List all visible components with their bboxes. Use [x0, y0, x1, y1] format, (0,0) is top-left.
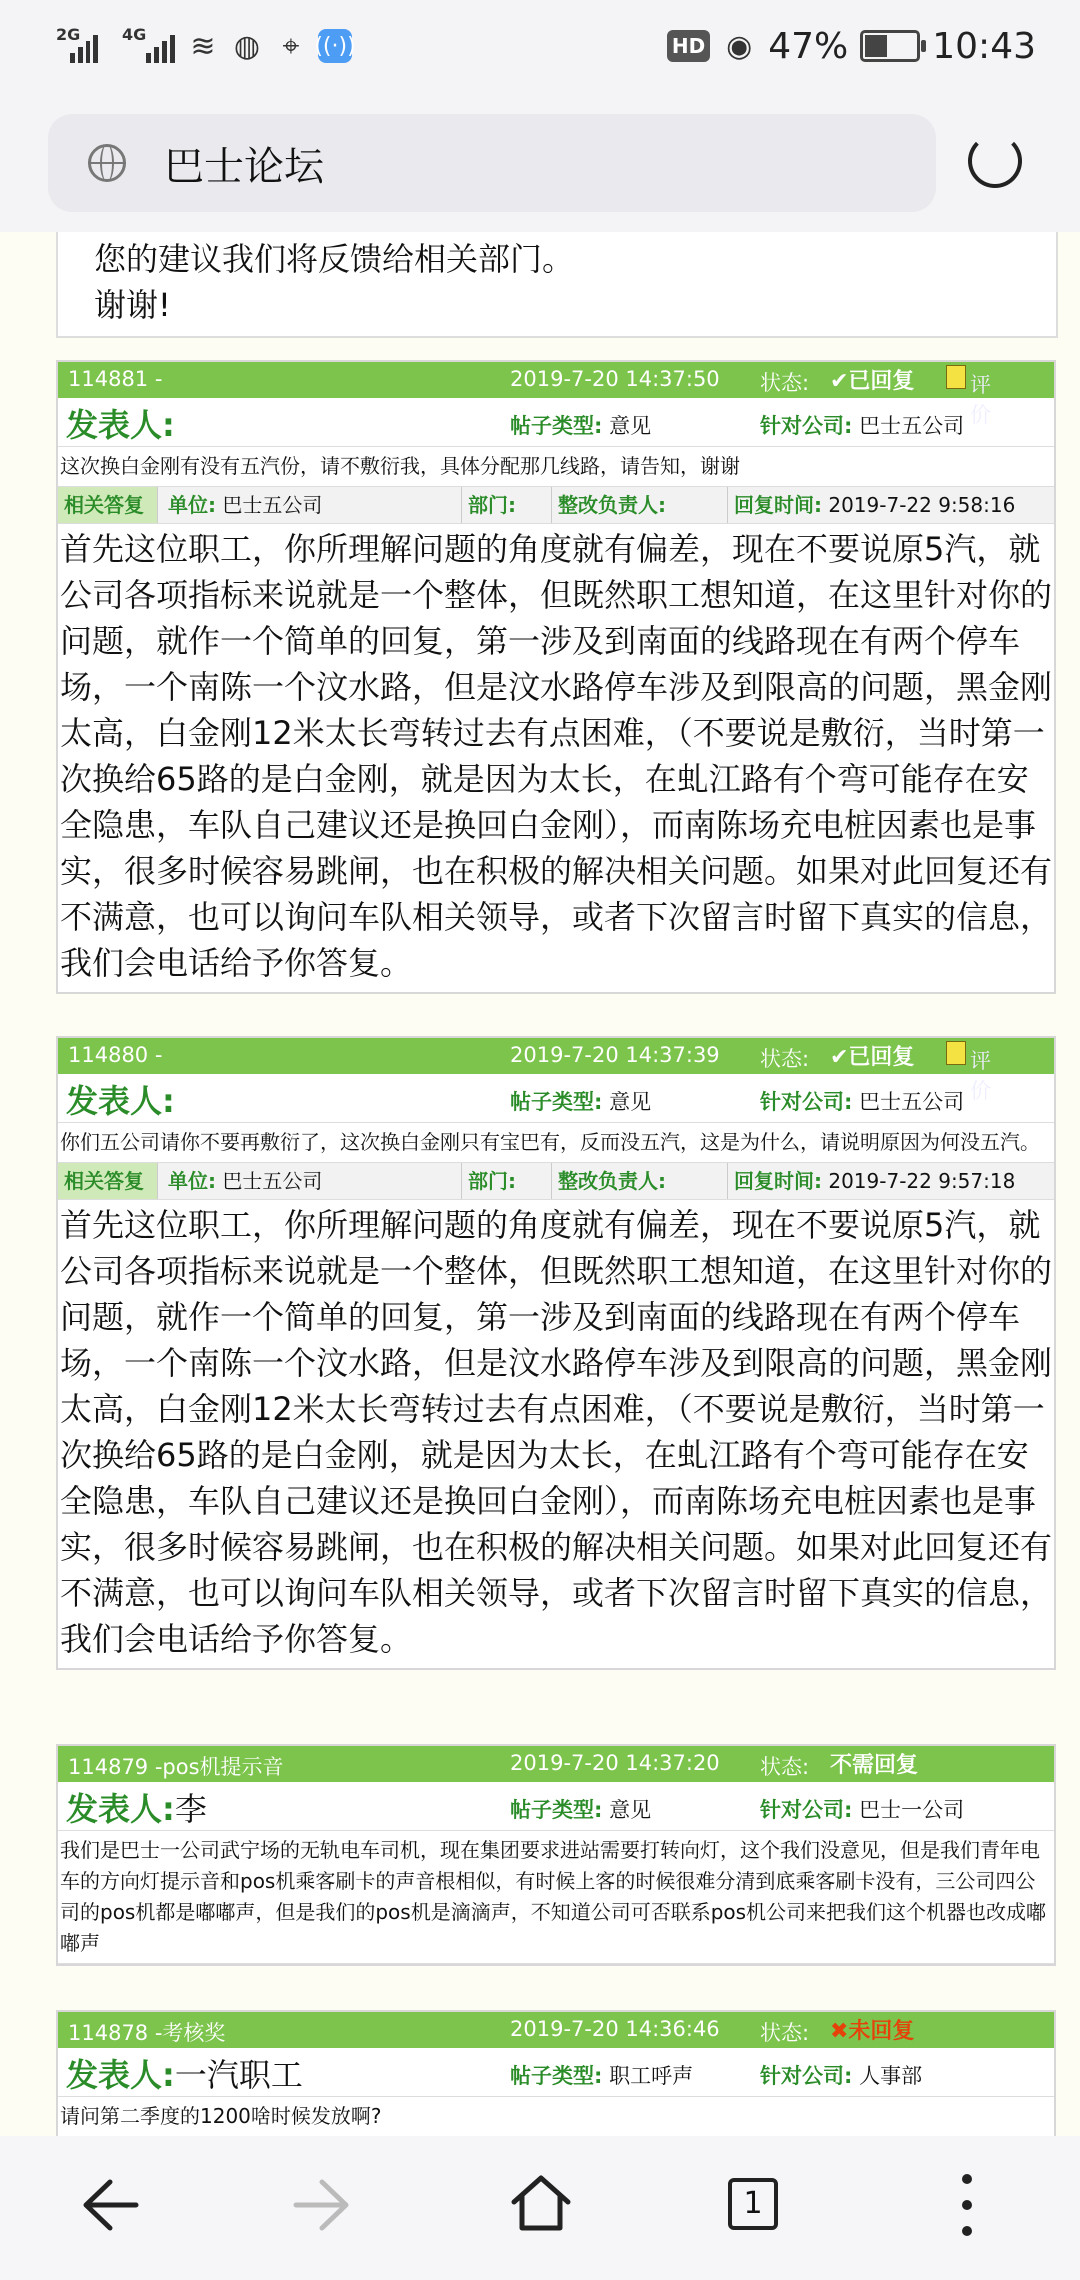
evaluate-button[interactable]: 评价: [946, 364, 970, 389]
answer-department: 部门:: [462, 1163, 552, 1199]
answer-responsible: 整改负责人:: [552, 487, 728, 523]
answer-text: 首先这位职工，你所理解问题的角度就有偏差，现在不要说原5汽，就公司各项指标来说就是一个整体，但既然职工想知道，在这里针对你的问题，就作一个简单的回复，第一涉及到南面的线路现在有两个停车场，一个南陈一个汶水路，但是汶水路停车涉及到限高的问题，黑金刚太高，白金刚12米太长弯转过去有点困难，（不要说是敷衍，当时第一次换给65路的是白金刚，就是因为太长，在虬江路有个弯可能存在安全隐患，车队自己建议还是换回白金刚），而南陈场充电桩因素也是事实，很多时候容易跳闸，也在积极的解决相关问题。如果对此回复还有不满意，也可以询问车队相关领导，或者下次留言时留下真实的信息，我们会电话给予你答复。: [60, 1206, 1053, 1658]
post-id[interactable]: 114881 -: [68, 367, 163, 391]
poster: 发表人:李: [66, 1790, 207, 1828]
status-label: 状态:: [760, 1755, 810, 1779]
location-icon: ⌖: [282, 28, 300, 64]
post-question: 我们是巴士一公司武宁场的无轨电车司机，现在集团要求进站需要打转向灯，这个我们没意见，但是我们青年电车的方向灯提示音和pos机乘客刷卡的声音根相似，有时候上客的时候很难分清到底乘客刷卡没有，三公司四公司的pos机都是嘟嘟声，但是我们的pos机是滴滴声，不知道公司可否联系pos机公司来把我们这个机器也改成嘟嘟声: [58, 1831, 1054, 1964]
page-title: 巴士论坛: [164, 143, 324, 190]
post-header: [58, 2012, 1054, 2048]
post-time: 2019-7-20 14:37:50: [510, 367, 720, 391]
reload-icon[interactable]: [968, 134, 1022, 188]
status-label: 状态:: [760, 2021, 810, 2045]
eye-icon: ◉: [726, 28, 753, 64]
address-bar: [0, 92, 1080, 232]
answer-meta-row: [58, 1163, 1054, 1200]
clock: 10:43: [932, 25, 1036, 67]
post-meta-row: [58, 398, 1054, 447]
status-badge: ✖未回复: [830, 2019, 915, 2044]
post-question: 请问第二季度的1200啥时候发放啊?: [58, 2097, 1054, 2136]
previous-reply-tail: 您的建议我们将反馈给相关部门。 谢谢!: [56, 232, 1058, 338]
related-answer-label: 相关答复: [58, 1163, 158, 1199]
home-icon[interactable]: [508, 2170, 574, 2236]
post-time: 2019-7-20 14:36:46: [510, 2017, 720, 2041]
status-label: 状态:: [760, 371, 810, 395]
post-header: [58, 1746, 1054, 1782]
post-time: 2019-7-20 14:37:39: [510, 1043, 720, 1067]
bottom-nav: [0, 2136, 1080, 2280]
post-type: 帖子类型: 意见: [510, 414, 652, 438]
answer-reply-time: 回复时间: 2019-7-22 9:58:16: [734, 493, 1016, 517]
post-card: [56, 360, 1056, 994]
answer-reply-time: 回复时间: 2019-7-22 9:57:18: [734, 1169, 1016, 1193]
status-badge: ✔已回复: [830, 369, 915, 394]
post-id[interactable]: 114880 -: [68, 1043, 163, 1067]
status-badge: ✔已回复: [830, 1045, 915, 1070]
post-time: 2019-7-20 14:37:20: [510, 1751, 720, 1775]
tab-count: 1: [743, 2186, 763, 2221]
answer-responsible: 整改负责人:: [552, 1163, 728, 1199]
url-field[interactable]: [48, 114, 936, 212]
status-bar: [0, 0, 1080, 92]
forward-icon[interactable]: [290, 2172, 356, 2238]
target-company: 针对公司: 巴士五公司: [760, 414, 965, 438]
post-id[interactable]: 114879 -pos机提示音: [68, 1755, 284, 1779]
post-id[interactable]: 114878 -考核奖: [68, 2021, 226, 2045]
answer-unit: 单位: 巴士五公司: [162, 487, 462, 523]
status-badge: 不需回复: [830, 1753, 919, 1778]
tabs-button[interactable]: [728, 2178, 778, 2230]
post-question: 你们五公司请你不要再敷衍了，这次换白金刚只有宝巴有，反而没五汽，这是为什么，请说明原因为何没五汽。: [58, 1123, 1054, 1163]
post-question: 这次换白金刚有没有五汽份，请不敷衍我，具体分配那几线路，请告知，谢谢: [58, 447, 1054, 487]
hotspot-icon: ((·)): [318, 29, 352, 63]
hd-badge: HD: [667, 30, 710, 62]
status-label: 状态:: [760, 1047, 810, 1071]
answer-department: 部门:: [462, 487, 552, 523]
post-type: 帖子类型: 意见: [510, 1798, 652, 1822]
battery-percent: 47%: [768, 25, 849, 67]
target-company: 针对公司: 巴士五公司: [760, 1090, 965, 1114]
post-card: [56, 1036, 1056, 1670]
cell-signal-icon: 2G: [56, 29, 98, 63]
answer-meta-row: [58, 487, 1054, 524]
post-meta-row: [58, 1074, 1054, 1123]
note-icon: [946, 365, 966, 389]
note-icon: [946, 1041, 966, 1065]
answer-unit: 单位: 巴士五公司: [162, 1163, 462, 1199]
answer-text: 首先这位职工，你所理解问题的角度就有偏差，现在不要说原5汽，就公司各项指标来说就是一个整体，但既然职工想知道，在这里针对你的问题，就作一个简单的回复，第一涉及到南面的线路现在有两个停车场，一个南陈一个汶水路，但是汶水路停车涉及到限高的问题，黑金刚太高，白金刚12米太长弯转过去有点困难，（不要说是敷衍，当时第一次换给65路的是白金刚，就是因为太长，在虬江路有个弯可能存在安全隐患，车队自己建议还是换回白金刚），而南陈场充电桩因素也是事实，很多时候容易跳闸，也在积极的解决相关问题。如果对此回复还有不满意，也可以询问车队相关领导，或者下次留言时留下真实的信息，我们会电话给予你答复。: [60, 530, 1053, 982]
post-meta-row: [58, 2048, 1054, 2097]
back-icon[interactable]: [76, 2172, 142, 2238]
target-company: 针对公司: 人事部: [760, 2064, 923, 2088]
globe-icon: [88, 144, 126, 182]
poster: 发表人:一汽职工: [66, 2056, 303, 2094]
poster: 发表人:: [66, 1082, 175, 1120]
wifi-icon: ≋: [190, 28, 216, 64]
page-content: [0, 232, 1080, 2136]
post-card: [56, 1744, 1056, 1966]
post-meta-row: [58, 1782, 1054, 1831]
cell-signal-icon: 4G: [122, 29, 176, 63]
post-type: 帖子类型: 职工呼声: [510, 2064, 694, 2088]
post-card: [56, 2010, 1056, 2136]
battery-icon: [860, 30, 920, 62]
data-saver-icon: ◍: [233, 28, 261, 64]
post-type: 帖子类型: 意见: [510, 1090, 652, 1114]
evaluate-button[interactable]: 评价: [946, 1040, 970, 1065]
poster: 发表人:: [66, 406, 175, 444]
more-menu-icon[interactable]: [962, 2174, 974, 2236]
related-answer-label: 相关答复: [58, 487, 158, 523]
target-company: 针对公司: 巴士一公司: [760, 1798, 965, 1822]
